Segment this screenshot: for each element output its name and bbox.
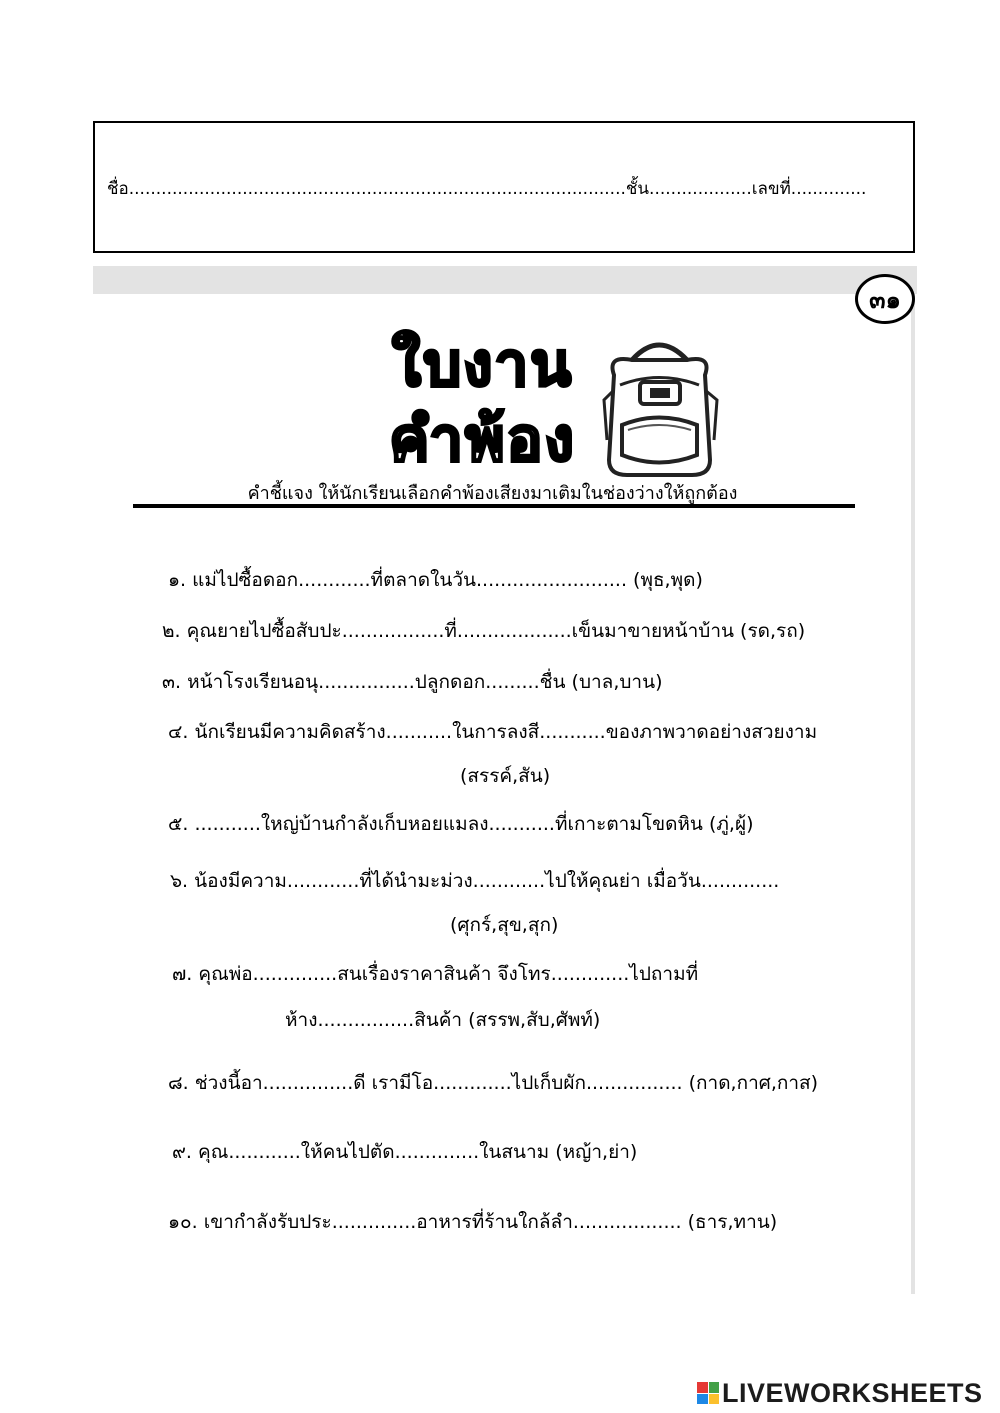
question-1: ๑. แม่ไปซื้อดอก............ที่ตลาดในวัน......................... (พุธ,พุด) <box>168 569 703 591</box>
question-5: ๕. ...........ใหญ่บ้านกำลังเก็บหอยแมลง...........ที่เกาะตามโขดหิน (ภู่,ผู้) <box>168 813 754 835</box>
student-info-line: ชื่อ............................................................................................ชั้น...................เลขที่.............. <box>107 179 867 199</box>
right-margin-rule <box>911 294 915 1294</box>
student-info-box <box>93 121 915 253</box>
question-10: ๑๐. เขากำลังรับประ..............อาหารที่ร้านใกล้ลำ.................. (ธาร,ทาน) <box>168 1211 778 1233</box>
liveworksheets-logo <box>697 1378 983 1408</box>
question-4: ๔. นักเรียนมีความคิดสร้าง...........ในการลงสี...........ของภาพวาดอย่างสวยงาม <box>168 721 818 743</box>
instruction-text: คำชี้แจง ให้นักเรียนเลือกคำพ้องเสียงมาเติมในช่องว่างให้ถูกต้อง <box>247 483 738 504</box>
instruction-underline <box>133 504 855 508</box>
worksheet-title-line1: ใบงาน <box>391 330 574 400</box>
backpack-icon <box>592 330 727 480</box>
question-4-options: (สรรค์,สัน) <box>460 765 551 787</box>
page-number-badge: ๓๑ <box>855 274 915 324</box>
liveworksheets-logo-icon <box>697 1382 719 1404</box>
question-6: ๖. น้องมีความ............ที่ได้นำมะม่วง............ไปให้คุณย่า เมื่อวัน............. <box>170 870 780 892</box>
question-2: ๒. คุณยายไปซื้อสับปะ.................ที่...................เข็นมาขายหน้าบ้าน (รด,รถ) <box>162 620 806 642</box>
worksheet-title-line2: คำพ้อง <box>389 405 576 475</box>
question-8: ๘. ช่วงนี้อา...............ดี เรามีโอ.............ไปเก็บผัก................ (กาด,กาศ,กาส) <box>168 1072 819 1094</box>
question-9: ๙. คุณ............ให้คนไปตัด..............ในสนาม (หญ้า,ย่า) <box>172 1141 638 1163</box>
question-3: ๓. หน้าโรงเรียนอนุ................ปลูกดอก.........ชื่น (บาล,บาน) <box>162 671 663 693</box>
question-7: ๗. คุณพ่อ..............สนเรื่องราคาสินค้า จึงโทร.............ไปถามที่ <box>172 963 699 985</box>
liveworksheets-logo-text: LIVEWORKSHEETS <box>722 1377 983 1408</box>
question-7-continued: ห้าง................สินค้า (สรรพ,สับ,ศัพท์) <box>285 1009 601 1031</box>
question-6-options: (ศุกร์,สุข,สุก) <box>450 914 559 936</box>
header-divider-bar <box>93 266 917 294</box>
